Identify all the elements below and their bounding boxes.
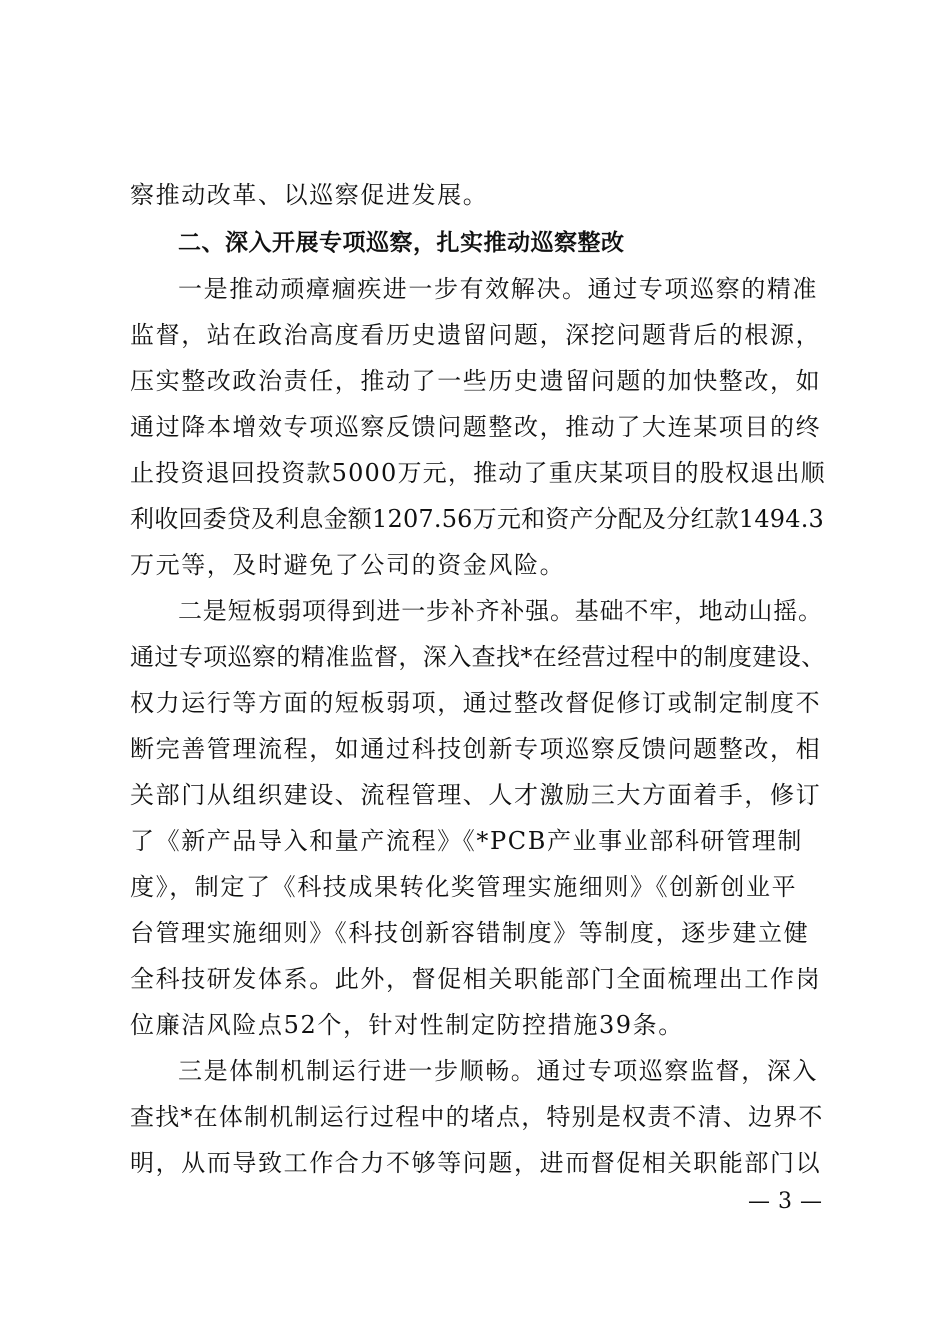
text-line-11: 通过专项巡察的精准监督，深入查找*在经营过程中的制度建设、 [130, 643, 826, 671]
text-line-14: 关部门从组织建设、流程管理、人才激励三大方面着手，修订 [130, 781, 822, 809]
text-line-13: 断完善管理流程，如通过科技创新专项巡察反馈问题整改，相 [130, 735, 822, 763]
text-line-8: 利收回委贷及利息金额1207.56万元和资产分配及分红款1494.3 [130, 505, 825, 533]
text-line-18: 全科技研发体系。此外，督促相关职能部门全面梳理出工作岗 [130, 965, 822, 993]
text-line-4: 监督，站在政治高度看历史遗留问题，深挖问题背后的根源， [130, 321, 822, 349]
text-line-1: 察推动改革、以巡察促进发展。 [130, 181, 489, 209]
text-line-5: 压实整改政治责任，推动了一些历史遗留问题的加快整改，如 [130, 367, 822, 395]
text-line-21: 查找*在体制机制运行过程中的堵点，特别是权责不清、边界不 [130, 1103, 824, 1131]
text-line-17: 台管理实施细则》《科技创新容错制度》等制度，逐步建立健 [130, 919, 810, 947]
text-line-20: 三是体制机制运行进一步顺畅。通过专项巡察监督，深入 [178, 1057, 818, 1085]
text-line-12: 权力运行等方面的短板弱项，通过整改督促修订或制定制度不 [130, 689, 822, 717]
text-line-15: 了《新产品导入和量产流程》《*PCB产业事业部科研管理制 [130, 827, 803, 855]
section-heading: 二、深入开展专项巡察，扎实推动巡察整改 [178, 230, 625, 256]
text-line-9: 万元等，及时避免了公司的资金风险。 [130, 551, 566, 579]
text-line-16: 度》，制定了《科技成果转化奖管理实施细则》《创新创业平 [130, 873, 798, 901]
text-line-7: 止投资退回投资款5000万元，推动了重庆某项目的股权退出顺 [130, 459, 826, 487]
text-line-10: 二是短板弱项得到进一步补齐补强。基础不牢，地动山摇。 [178, 597, 823, 625]
page-number: — 3 — [748, 1189, 823, 1214]
text-line-3: 一是推动顽瘴痼疾进一步有效解决。通过专项巡察的精准 [178, 275, 818, 303]
text-line-22: 明，从而导致工作合力不够等问题，进而督促相关职能部门以 [130, 1149, 822, 1177]
text-line-19: 位廉洁风险点52个，针对性制定防控措施39条。 [130, 1011, 684, 1039]
text-line-6: 通过降本增效专项巡察反馈问题整改，推动了大连某项目的终 [130, 413, 822, 441]
